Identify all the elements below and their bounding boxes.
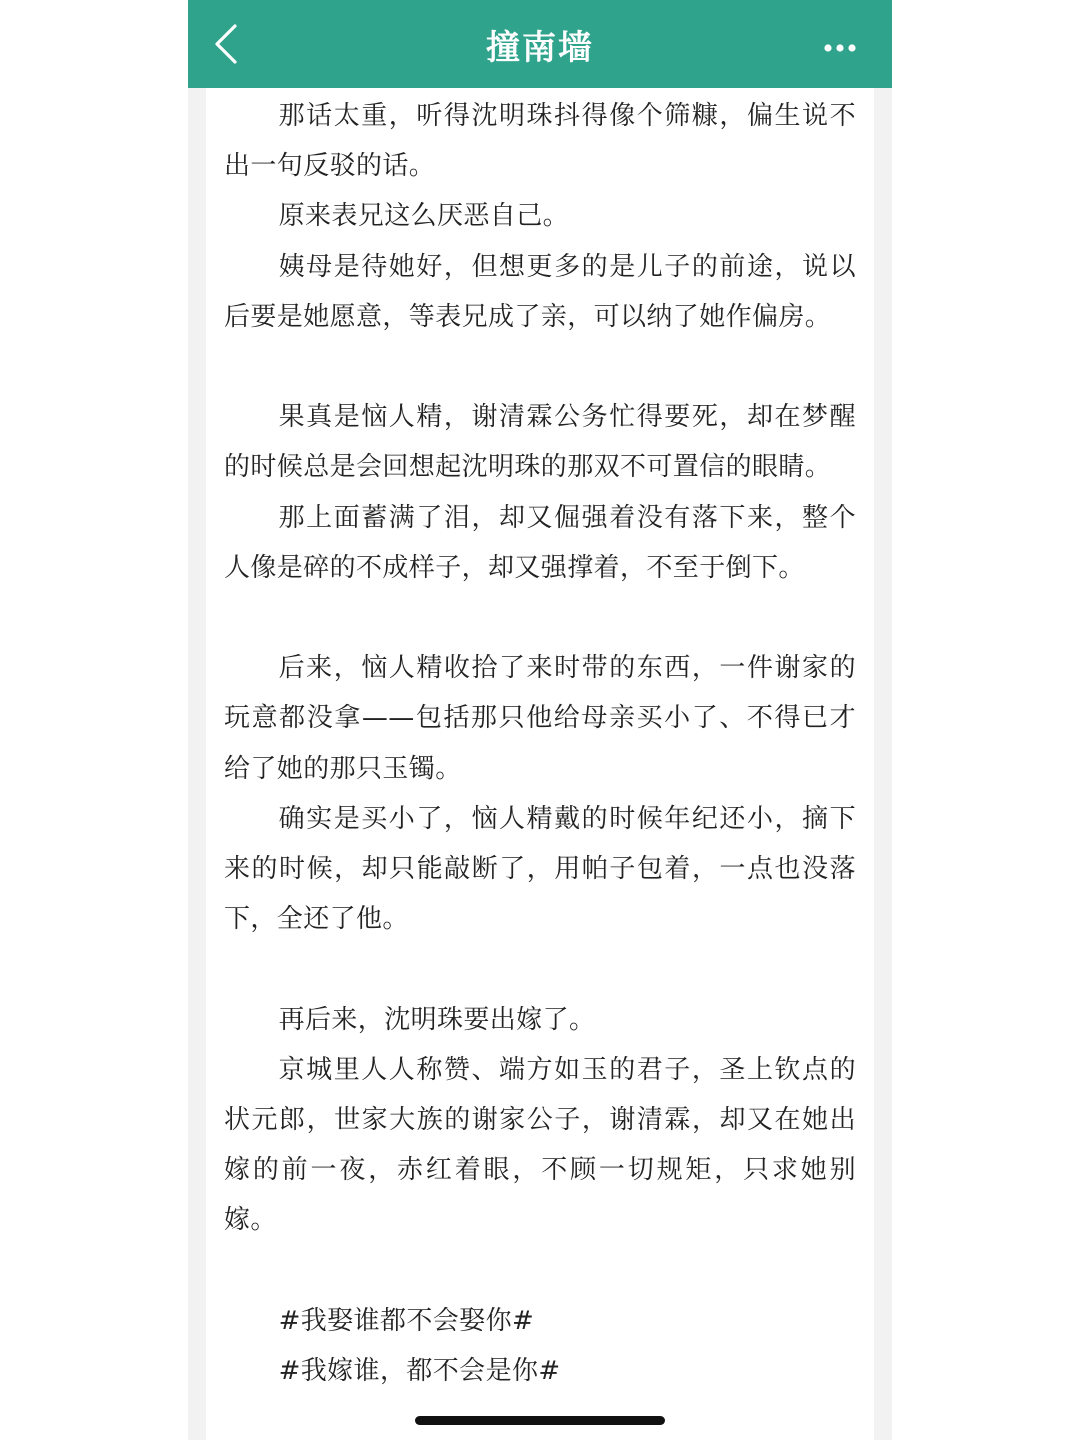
paragraph: 那上面蓄满了泪，却又倔强着没有落下来，整个人像是碎的不成样子，却又强撑着，不至于倒下。 [224,502,856,583]
paragraph: 原来表兄这么厌恶自己。 [278,201,569,232]
paragraph: 再后来，沈明珠要出嫁了。 [278,1004,596,1035]
paragraph-spacer [224,342,856,392]
paragraph: #我娶谁都不会娶你# [278,1305,535,1336]
paragraph-spacer [224,944,856,994]
paragraph: 那话太重，听得沈明珠抖得像个筛糠，偏生说不出一句反驳的话。 [224,101,856,182]
home-indicator[interactable] [415,1416,665,1425]
article-content [206,88,874,1440]
paragraph: 京城里人人称赞、端方如玉的君子，圣上钦点的状元郎，世家大族的谢家公子，谢清霖，却又在她出嫁的前一夜，赤红着眼，不顾一切规矩，只求她别嫁。 [224,1054,856,1236]
article-text [224,91,856,1396]
phone-screen [188,0,892,1440]
paragraph: #我嫁谁，都不会是你# [278,1356,561,1387]
more-horizontal-icon [820,28,860,68]
paragraph-spacer [224,1246,856,1296]
back-button[interactable] [204,20,252,68]
paragraph: 果真是恼人精，谢清霖公务忙得要死，却在梦醒的时候总是会回想起沈明珠的那双不可置信的眼睛。 [224,402,856,483]
page-title: 撞南墙 [486,28,594,68]
paragraph: 确实是买小了，恼人精戴的时候年纪还小，摘下来的时候，却只能敲断了，用帕子包着，一点也没落下，全还了他。 [224,803,856,935]
paragraph-spacer [224,593,856,643]
paragraph: 后来，恼人精收拾了来时带的东西，一件谢家的玩意都没拿——包括那只他给母亲买小了、不得已才给了她的那只玉镯。 [224,653,856,784]
navigation-bar [188,0,892,88]
more-button[interactable] [820,28,860,68]
chevron-left-icon [204,20,252,68]
paragraph: 姨母是待她好，但想更多的是儿子的前途，说以后要是她愿意，等表兄成了亲，可以纳了她作偏房。 [224,251,856,332]
